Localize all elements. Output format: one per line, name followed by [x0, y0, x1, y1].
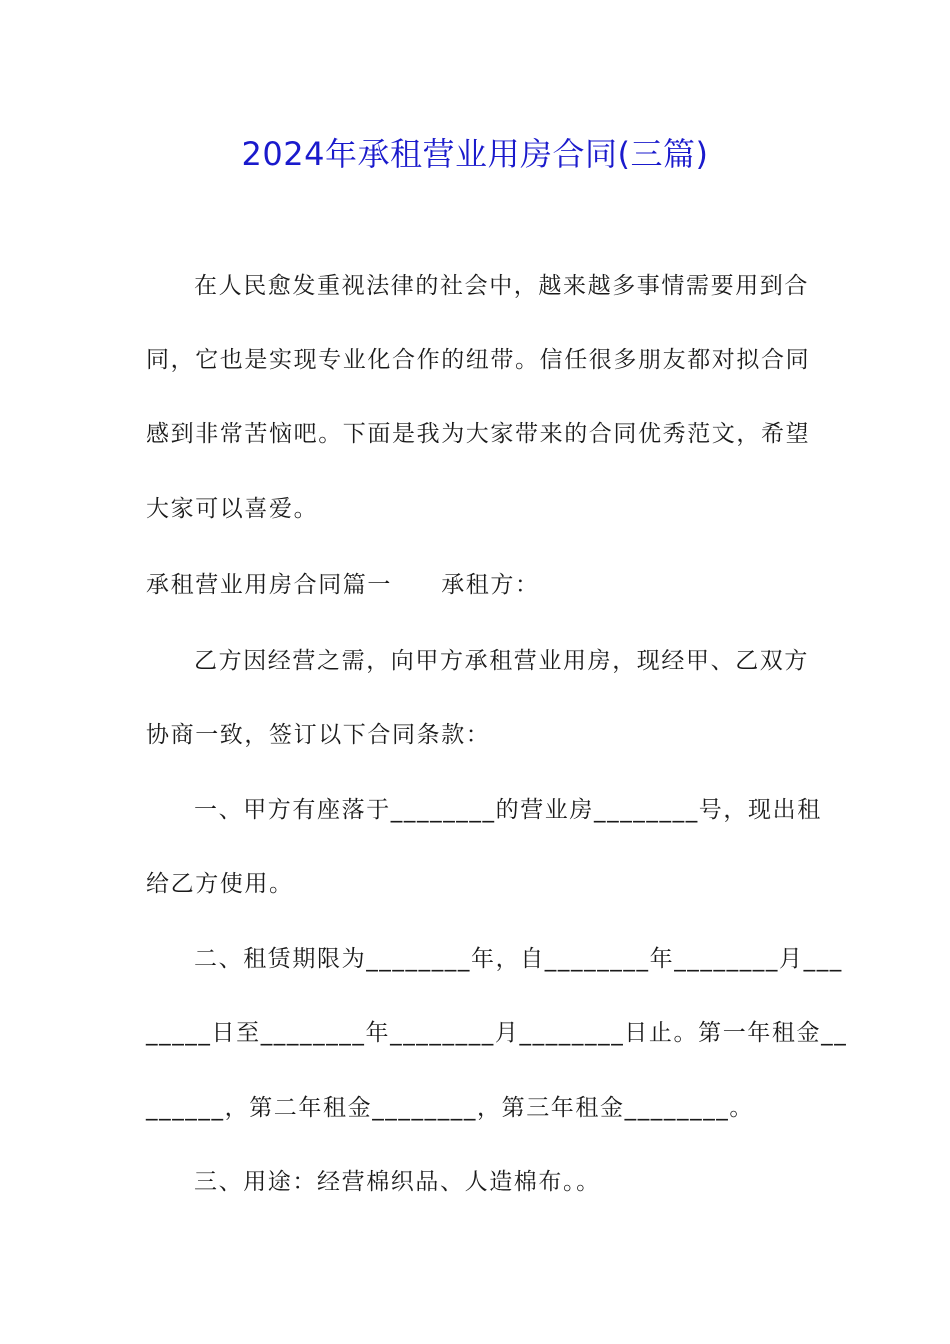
document-title: 2024年承租营业用房合同(三篇) [241, 135, 709, 173]
paragraph-line-6: 协商一致，签订以下合同条款： [146, 722, 491, 748]
clause-2-line-3: ______，第二年租金________，第三年租金________。 [146, 1095, 754, 1121]
paragraph-line-2: 同，它也是实现专业化合作的纽带。信任很多朋友都对拟合同 [146, 347, 811, 373]
section-heading: 承租营业用房合同篇一 承租方： [146, 572, 540, 598]
paragraph-line-4: 大家可以喜爱。 [146, 496, 319, 522]
clause-1-line-2: 给乙方使用。 [146, 871, 294, 897]
paragraph-line-1: 在人民愈发重视法律的社会中，越来越多事情需要用到合 [194, 273, 809, 299]
paragraph-line-5: 乙方因经营之需，向甲方承租营业用房，现经甲、乙双方 [194, 648, 809, 674]
clause-2-line-2: _____日至________年________月________日止。第一年租金__ [146, 1020, 848, 1046]
clause-3-line-1: 三、用途：经营棉织品、人造棉布。。 [194, 1169, 601, 1195]
clause-1-line-1: 一、甲方有座落于________的营业房________号，现出租 [194, 797, 822, 823]
paragraph-line-3: 感到非常苦恼吧。下面是我为大家带来的合同优秀范文，希望 [146, 421, 811, 447]
clause-2-line-1: 二、租赁期限为________年，自________年________月___ [194, 946, 843, 972]
